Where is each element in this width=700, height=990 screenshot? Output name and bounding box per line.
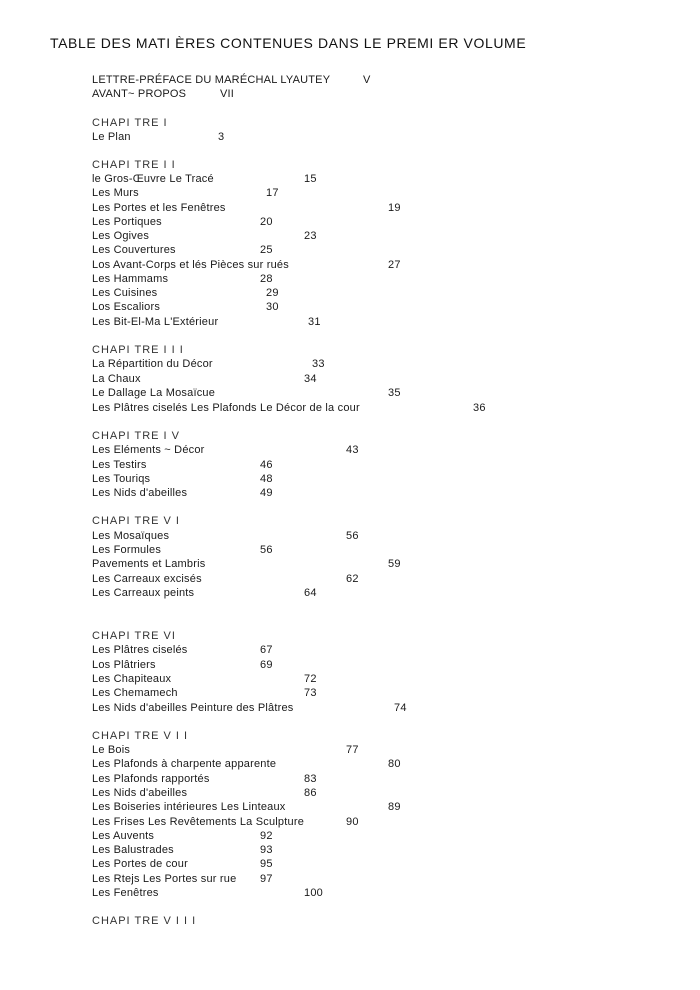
entry-title: Les Chapiteaux [92, 673, 172, 685]
entry-title: Les Mosaïques [92, 530, 170, 542]
page-title: TABLE DES MATI ÈRES CONTENUES DANS LE PREMI ER VOLUME [50, 35, 527, 51]
chapter-heading: CHAPI TRE V I I [92, 730, 189, 742]
page-number: 35 [388, 387, 401, 399]
entry-title: Los Plâtriers [92, 659, 156, 671]
entry-title: LETTRE-PRÉFACE DU MARÉCHAL LYAUTEY [92, 74, 331, 86]
page-number: 92 [260, 830, 273, 842]
entry-title: Les Fenêtres [92, 887, 159, 899]
page-number: 33 [312, 358, 325, 370]
page-number: 97 [260, 873, 273, 885]
page-number: 56 [260, 544, 273, 556]
page-number: VII [220, 88, 235, 100]
page-number: 62 [346, 573, 359, 585]
entry-title: Les Boiseries intérieures Les Linteaux [92, 801, 286, 813]
table-of-contents [92, 0, 692, 990]
entry-title: Les Formules [92, 544, 162, 556]
entry-title: Les Plâtres ciselés [92, 644, 188, 656]
entry-title: Les Portes et les Fenêtres [92, 202, 226, 214]
page-number: 19 [388, 202, 401, 214]
page-number: 72 [304, 673, 317, 685]
chapter-heading: CHAPI TRE I I [92, 159, 176, 171]
page-number: 30 [266, 301, 279, 313]
page-number: 89 [388, 801, 401, 813]
page-number: 86 [304, 787, 317, 799]
entry-title: Les Plafonds rapportés [92, 773, 210, 785]
entry-title: le Gros-Œuvre Le Tracé [92, 173, 214, 185]
entry-title: Les Carreaux excisés [92, 573, 202, 585]
page-number: 77 [346, 744, 359, 756]
entry-title: Les Testirs [92, 459, 147, 471]
page-number: 80 [388, 758, 401, 770]
page-number: 29 [266, 287, 279, 299]
page-number: 90 [346, 816, 359, 828]
entry-title: Le Plan [92, 131, 131, 143]
chapter-heading: CHAPI TRE I I I [92, 344, 184, 356]
entry-title: Les Chemamech [92, 687, 178, 699]
entry-title: La Chaux [92, 373, 141, 385]
entry-title: Les Plâtres ciselés Les Plafonds Le Décor de la cour [92, 402, 360, 414]
page-number: 27 [388, 259, 401, 271]
entry-title: Pavements et Lambris [92, 558, 206, 570]
entry-title: Les Auvents [92, 830, 155, 842]
entry-title: Les Cuisines [92, 287, 158, 299]
page-number: 20 [260, 216, 273, 228]
page-number: 36 [473, 402, 486, 414]
entry-title: La Répartition du Décor [92, 358, 213, 370]
page-number: 31 [308, 316, 321, 328]
page-number: 25 [260, 244, 273, 256]
page-number: V [363, 74, 371, 86]
page-number: 100 [304, 887, 323, 899]
entry-title: Les Frises Les Revêtements La Sculpture [92, 816, 305, 828]
entry-title: Les Touriqs [92, 473, 151, 485]
page-number: 23 [304, 230, 317, 242]
entry-title: Les Murs [92, 187, 139, 199]
page-number: 69 [260, 659, 273, 671]
entry-title: Les Nids d'abeilles Peinture des Plâtres [92, 702, 294, 714]
chapter-heading: CHAPI TRE VI [92, 630, 176, 642]
chapter-heading: CHAPI TRE V I [92, 515, 180, 527]
page-number: 43 [346, 444, 359, 456]
entry-title: Los Avant-Corps et lés Pièces sur rués [92, 259, 289, 271]
page-number: 15 [304, 173, 317, 185]
entry-title: Les Nids d'abeilles [92, 487, 188, 499]
entry-title: AVANT~ PROPOS [92, 88, 187, 100]
entry-title: Les Bit-El-Ma L'Extérieur [92, 316, 219, 328]
entry-title: Les Nids d'abeilles [92, 787, 188, 799]
entry-title: Les Plafonds à charpente apparente [92, 758, 277, 770]
entry-title: Les Carreaux peints [92, 587, 195, 599]
page-number: 28 [260, 273, 273, 285]
chapter-heading: CHAPI TRE V I I I [92, 915, 197, 927]
page-number: 67 [260, 644, 273, 656]
entry-title: Les Portes de cour [92, 858, 188, 870]
page-number: 34 [304, 373, 317, 385]
entry-title: Le Bois [92, 744, 131, 756]
entry-title: Les Eléments ~ Décor [92, 444, 205, 456]
page-number: 93 [260, 844, 273, 856]
page-number: 64 [304, 587, 317, 599]
entry-title: Les Portiques [92, 216, 162, 228]
entry-title: Les Balustrades [92, 844, 174, 856]
entry-title: Les Couvertures [92, 244, 176, 256]
page-number: 83 [304, 773, 317, 785]
page-number: 48 [260, 473, 273, 485]
entry-title: Le Dallage La Mosaïcue [92, 387, 216, 399]
page-number: 74 [394, 702, 407, 714]
page-number: 73 [304, 687, 317, 699]
chapter-heading: CHAPI TRE I [92, 117, 168, 129]
entry-title: Los Escaliors [92, 301, 161, 313]
page-number: 46 [260, 459, 273, 471]
page-number: 56 [346, 530, 359, 542]
page-number: 17 [266, 187, 279, 199]
page-number: 95 [260, 858, 273, 870]
entry-title: Les Hammams [92, 273, 169, 285]
page-number: 49 [260, 487, 273, 499]
chapter-heading: CHAPI TRE I V [92, 430, 180, 442]
page-number: 3 [218, 131, 225, 143]
entry-title: Les Rtejs Les Portes sur rue [92, 873, 237, 885]
entry-title: Les Ogives [92, 230, 150, 242]
page-number: 59 [388, 558, 401, 570]
